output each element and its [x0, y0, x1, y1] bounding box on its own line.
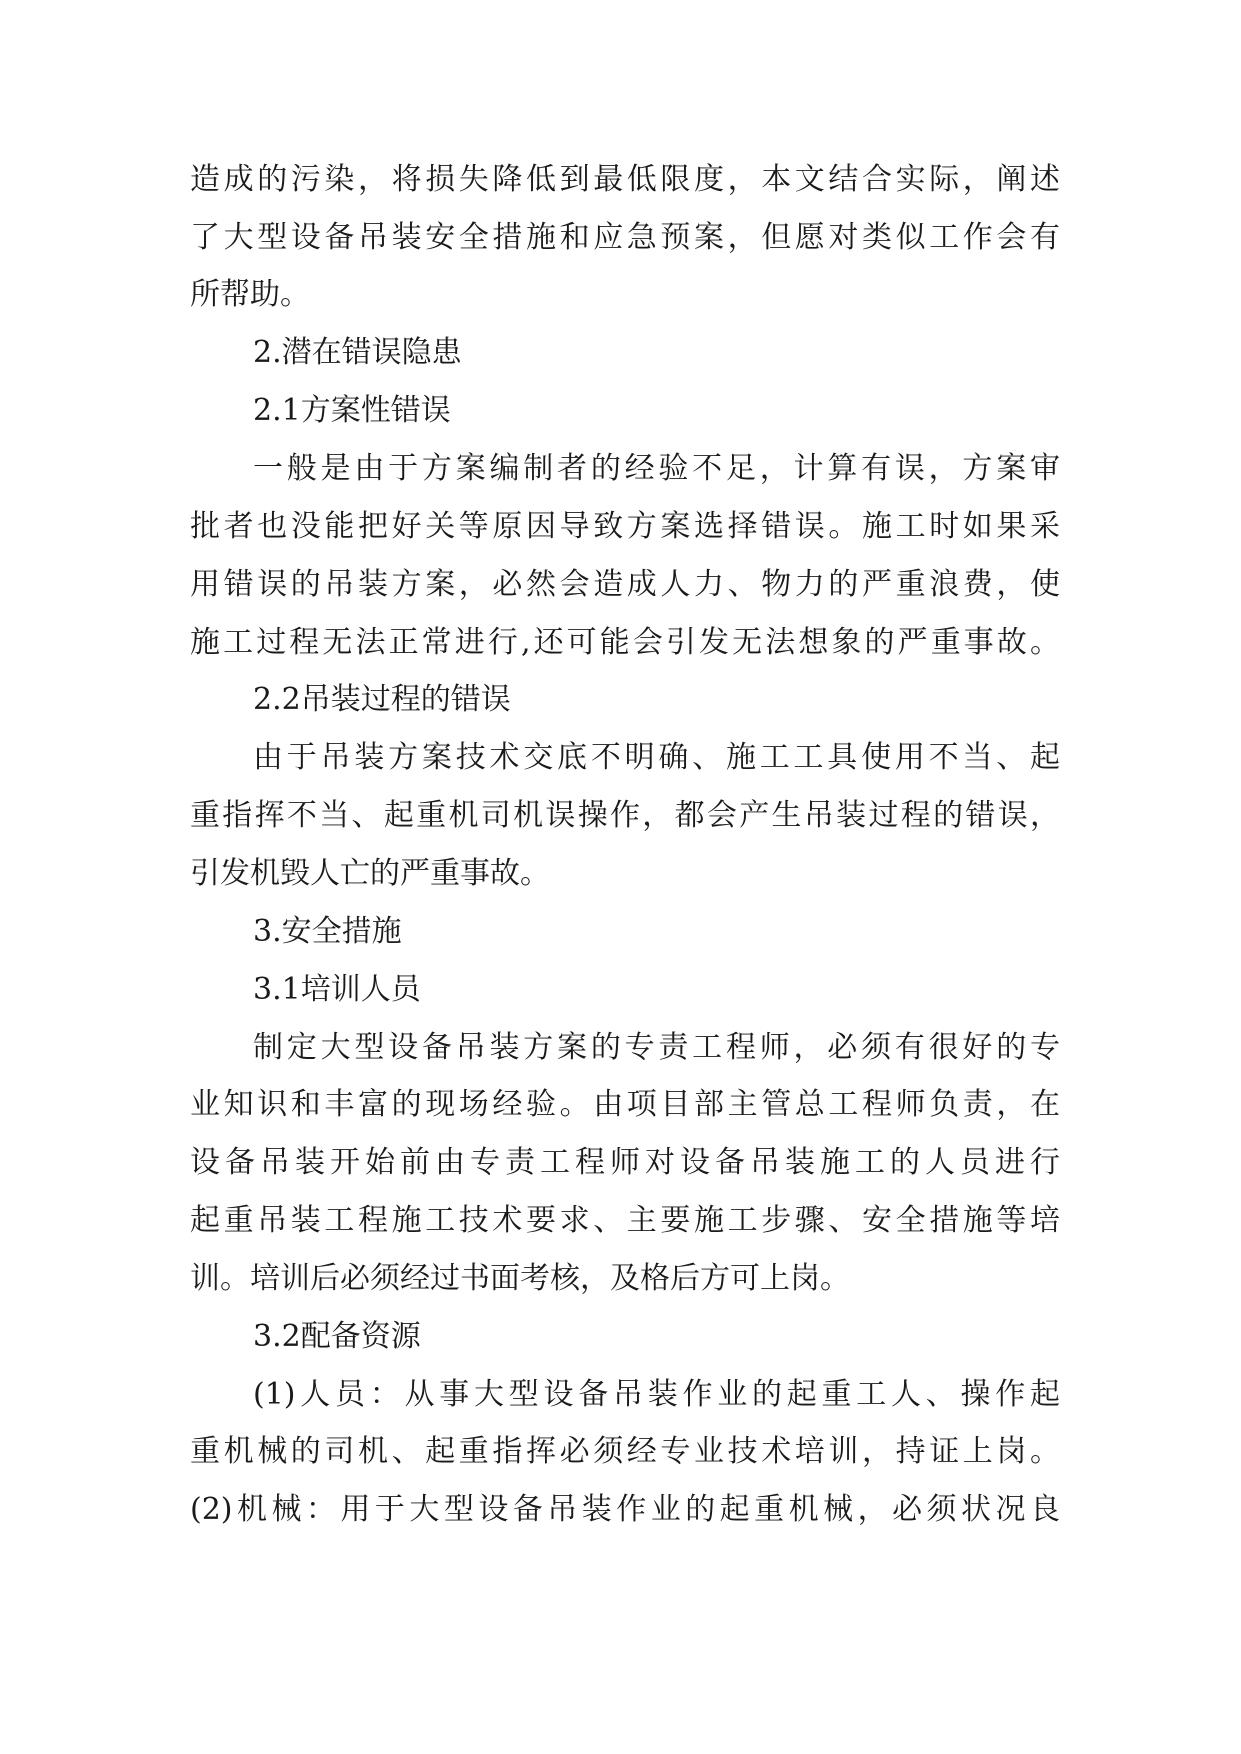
subsection-heading: 3.1培训人员 — [253, 972, 421, 1007]
text-line: 设备吊装开始前由专责工程师对设备吊装施工的人员进行 — [190, 1145, 1060, 1180]
text-line: 训。培训后必须经过书面考核，及格后方可上岗。 — [190, 1261, 850, 1296]
text-line: 造成的污染，将损失降低到最低限度，本文结合实际，阐述 — [190, 162, 1060, 197]
text-line: 用错误的吊装方案，必然会造成人力、物力的严重浪费，使 — [190, 567, 1060, 602]
text-line: 起重吊装工程施工技术要求、主要施工步骤、安全措施等培 — [190, 1203, 1060, 1238]
text-line: 业知识和丰富的现场经验。由项目部主管总工程师负责，在 — [190, 1087, 1060, 1122]
text-line: 重指挥不当、起重机司机误操作，都会产生吊装过程的错误， — [190, 798, 1060, 833]
text-line: 制定大型设备吊装方案的专责工程师，必须有很好的专 — [253, 1030, 1060, 1065]
text-line: 一般是由于方案编制者的经验不足，计算有误，方案审 — [253, 451, 1060, 486]
text-line: 施工过程无法正常进行,还可能会引发无法想象的严重事故。 — [190, 625, 1060, 660]
text-line: 由于吊装方案技术交底不明确、施工工具使用不当、起 — [253, 740, 1060, 775]
section-heading: 2.潜在错误隐患 — [253, 335, 462, 370]
text-line: (2)机械：用于大型设备吊装作业的起重机械，必须状况良 — [190, 1492, 1060, 1527]
text-line: 批者也没能把好关等原因导致方案选择错误。施工时如果采 — [190, 509, 1060, 544]
text-line: (1)人员：从事大型设备吊装作业的起重工人、操作起 — [253, 1377, 1060, 1412]
text-line: 引发机毁人亡的严重事故。 — [190, 856, 550, 891]
subsection-heading: 2.2吊装过程的错误 — [253, 682, 511, 717]
text-line: 重机械的司机、起重指挥必须经专业技术培训，持证上岗。 — [190, 1434, 1060, 1469]
subsection-heading: 3.2配备资源 — [253, 1319, 421, 1354]
section-heading: 3.安全措施 — [253, 914, 402, 949]
text-line: 所帮助。 — [190, 277, 310, 312]
subsection-heading: 2.1方案性错误 — [253, 393, 451, 428]
text-line: 了大型设备吊装安全措施和应急预案，但愿对类似工作会有 — [190, 220, 1060, 255]
